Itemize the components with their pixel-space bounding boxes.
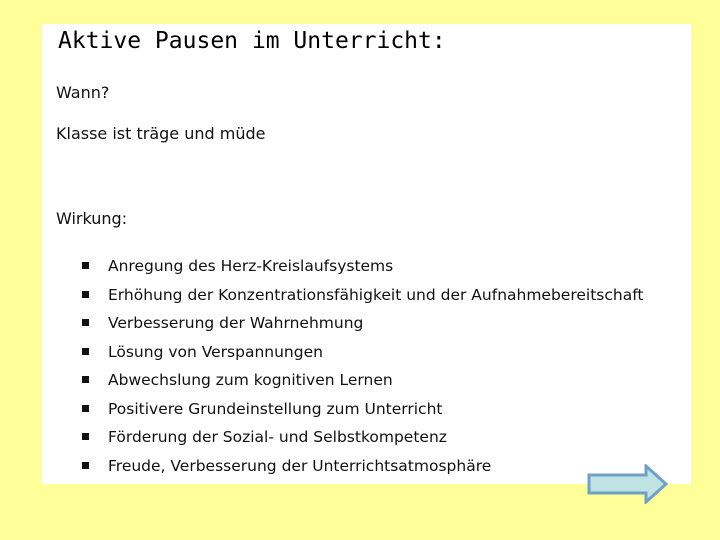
square-bullet-icon [82,405,89,412]
effect-text: Erhöhung der Konzentrationsfähigkeit und der Aufnahmebereitschaft [108,285,644,304]
list-item [82,452,643,481]
list-item [82,366,643,395]
effect-text: Freude, Verbesserung der Unterrichtsatmosphäre [108,456,492,475]
list-item [82,395,643,424]
when-label: Wann? [56,83,110,102]
slide-title: Aktive Pausen im Unterricht: [58,28,446,54]
effect-text: Verbesserung der Wahrnehmung [108,314,364,332]
list-item [82,423,643,452]
right-arrow-icon [589,466,666,502]
list-item [82,281,643,310]
effect-text: Positivere Grundeinstellung zum Unterricht [108,399,443,418]
effect-text: Abwechslung zum kognitiven Lernen [108,371,393,389]
slide-content-panel [42,24,691,484]
effect-text: Anregung des Herz-Kreislaufsystems [108,257,394,275]
effect-text: Förderung der Sozial- und Selbstkompetenz [108,428,447,446]
square-bullet-icon [82,262,89,269]
square-bullet-icon [82,319,89,326]
list-item [82,309,643,338]
square-bullet-icon [82,348,89,355]
effect-label: Wirkung: [56,209,128,228]
square-bullet-icon [82,462,89,469]
list-item [82,338,643,367]
square-bullet-icon [82,291,89,298]
square-bullet-icon [82,376,89,383]
effect-list [82,252,643,480]
next-slide-button[interactable] [587,464,669,504]
square-bullet-icon [82,433,89,440]
effect-text: Lösung von Verspannungen [108,342,323,361]
when-text: Klasse ist träge und müde [56,124,266,143]
list-item [82,252,643,281]
